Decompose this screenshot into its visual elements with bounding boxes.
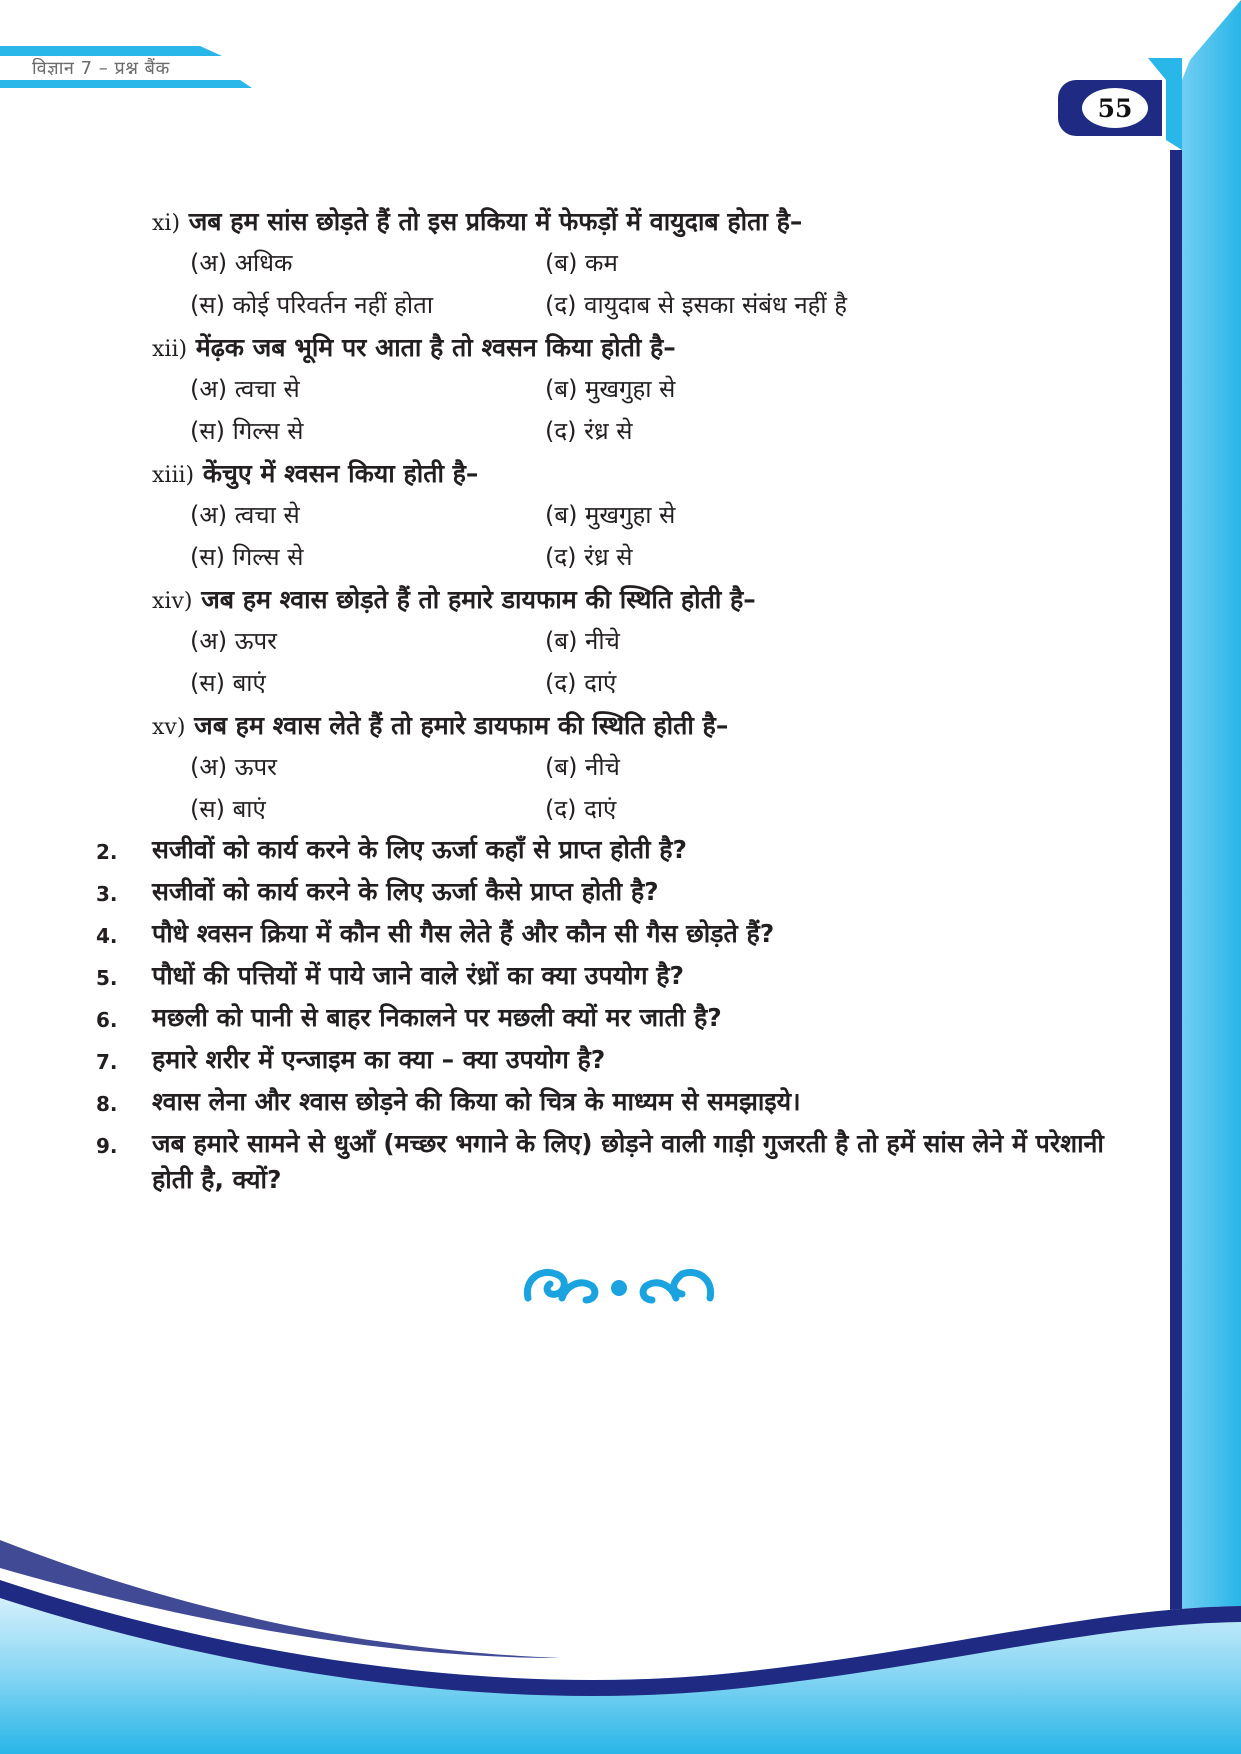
question-number: 7. bbox=[96, 1050, 118, 1074]
mcq-option: (अ) अधिक bbox=[190, 249, 293, 277]
mcq-option: (द) दाएं bbox=[545, 669, 617, 697]
mcq-option: (ब) नीचे bbox=[545, 753, 620, 781]
question-number: 2. bbox=[96, 840, 118, 864]
mcq-option: (स) कोई परिवर्तन नहीं होता bbox=[190, 291, 434, 319]
mcq-number: xiv) bbox=[152, 589, 193, 614]
mcq-question bbox=[152, 708, 728, 742]
question-number: 5. bbox=[96, 966, 118, 990]
end-ornament bbox=[522, 1262, 716, 1308]
mcq-text: जब हम श्वास छोड़ते हैं तो हमारे डायफाम की स्थिति होती है– bbox=[201, 585, 756, 614]
mcq-option: (ब) कम bbox=[545, 249, 618, 277]
mcq-option: (स) बाएं bbox=[190, 795, 266, 823]
mcq-option: (ब) मुखगुहा से bbox=[545, 501, 676, 529]
mcq-text: जब हम सांस छोड़ते हैं तो इस प्रकिया में फेफड़ों में वायुदाब होता है– bbox=[188, 207, 803, 236]
question-text: जब हमारे सामने से धुआँ (मच्छर भगाने के लिए) छोड़ने वाली गाड़ी गुजरती है तो हमें सांस लेने में परेशानी होती है, क्यों? bbox=[152, 1129, 1104, 1194]
mcq-option: (स) बाएं bbox=[190, 669, 266, 697]
question-number: 3. bbox=[96, 882, 118, 906]
question-number: 8. bbox=[96, 1092, 118, 1116]
mcq-option: (अ) ऊपर bbox=[190, 753, 277, 781]
question-text: श्वास लेना और श्वास छोड़ने की किया को चित्र के माध्यम से समझाइये। bbox=[152, 1087, 801, 1116]
mcq-number: xv) bbox=[152, 715, 186, 740]
mcq-option: (अ) त्वचा से bbox=[190, 501, 300, 529]
mcq-option: (द) रंध्र से bbox=[545, 417, 633, 445]
mcq-option: (अ) त्वचा से bbox=[190, 375, 300, 403]
question-text: पौधों की पत्तियों में पाये जाने वाले रंध्रों का क्या उपयोग है? bbox=[152, 961, 685, 990]
mcq-number: xiii) bbox=[152, 463, 195, 488]
mcq-option: (अ) ऊपर bbox=[190, 627, 277, 655]
mcq-question bbox=[152, 204, 802, 238]
question-text: हमारे शरीर में एन्जाइम का क्या – क्या उपयोग है? bbox=[152, 1045, 606, 1074]
mcq-question bbox=[152, 582, 756, 616]
mcq-text: केंचुए में श्वसन किया होती है– bbox=[202, 459, 479, 488]
question-number: 4. bbox=[96, 924, 118, 948]
question-text: मछली को पानी से बाहर निकालने पर मछली क्यों मर जाती है? bbox=[152, 1003, 722, 1032]
mcq-question bbox=[152, 456, 478, 490]
question-text: सजीवों को कार्य करने के लिए ऊर्जा कहाँ से प्राप्त होती है? bbox=[152, 835, 688, 864]
question-text: पौधे श्वसन क्रिया में कौन सी गैस लेते हैं और कौन सी गैस छोड़ते हैं? bbox=[152, 919, 775, 948]
mcq-option: (द) वायुदाब से इसका संबंध नहीं है bbox=[545, 291, 847, 319]
footer-wave bbox=[0, 1540, 1241, 1754]
mcq-text: मेंढ़क जब भूमि पर आता है तो श्वसन किया होती है– bbox=[195, 333, 676, 362]
page-number: 55 bbox=[1082, 88, 1148, 128]
side-decoration bbox=[1140, 0, 1241, 1754]
mcq-number: xii) bbox=[152, 337, 188, 362]
question-number: 6. bbox=[96, 1008, 118, 1032]
mcq-text: जब हम श्वास लेते हैं तो हमारे डायफाम की स्थिति होती है– bbox=[194, 711, 729, 740]
mcq-option: (स) गिल्स से bbox=[190, 543, 304, 571]
mcq-option: (ब) नीचे bbox=[545, 627, 620, 655]
mcq-option: (स) गिल्स से bbox=[190, 417, 304, 445]
mcq-option: (द) दाएं bbox=[545, 795, 617, 823]
mcq-option: (द) रंध्र से bbox=[545, 543, 633, 571]
header-title: विज्ञान 7 – प्रश्न बैंक bbox=[32, 58, 170, 79]
question-text: सजीवों को कार्य करने के लिए ऊर्जा कैसे प्राप्त होती है? bbox=[152, 877, 659, 906]
mcq-number: xi) bbox=[152, 211, 181, 236]
question-number: 9. bbox=[96, 1134, 118, 1158]
mcq-option: (ब) मुखगुहा से bbox=[545, 375, 676, 403]
mcq-question bbox=[152, 330, 676, 364]
